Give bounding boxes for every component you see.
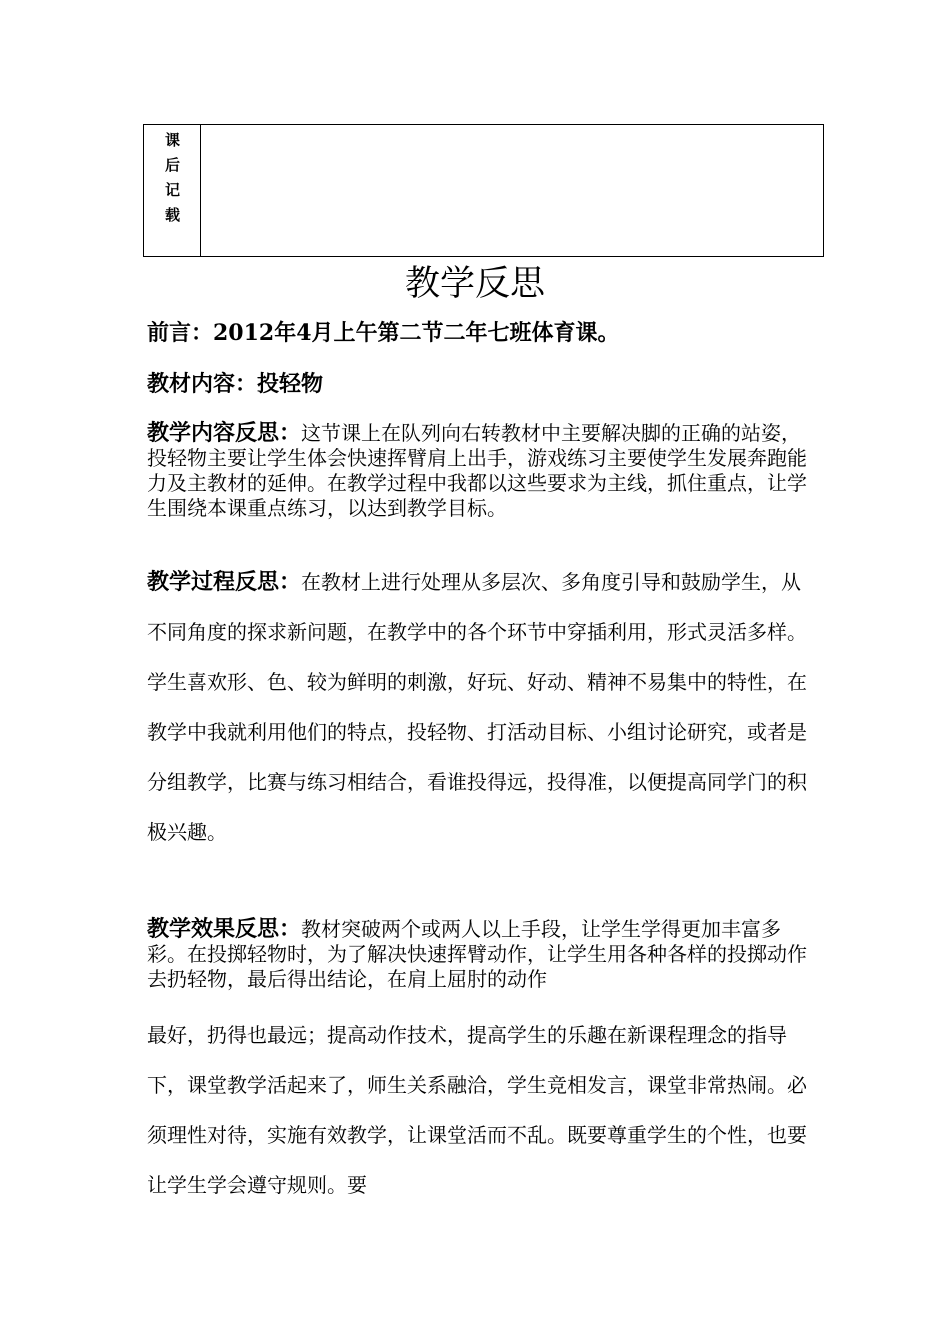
effect-reflection-text-part2: 最好，扔得也最远；提高动作技术，提高学生的乐趣在新课程理念的指导下，课堂教学活起来了，师生关系融洽，学生竞相发言，课堂非常热闹。必须理性对待，实施有效教学，让课堂活而不乱。既要尊重学生的个性，也要让学生学会遵守规则。要 [147, 1023, 807, 1197]
preface-line: 前言：2012年4月上午第二节二年七班体育课。 [147, 320, 620, 346]
record-label-char: 课 [164, 131, 180, 149]
record-content-cell [202, 125, 823, 256]
material-line: 教材内容：投轻物 [147, 371, 324, 397]
record-label-char: 载 [164, 206, 180, 224]
process-reflection-paragraph [147, 557, 812, 857]
effect-reflection-text-part1: 教材突破两个或两人以上手段，让学生学得更加丰富多彩。在投掷轻物时，为了解决快速挥臂动作，让学生用各种各样的投掷动作去扔轻物，最后得出结论，在肩上屈肘的动作 [147, 917, 807, 991]
content-reflection-paragraph [147, 421, 812, 521]
effect-reflection-paragraph-top [147, 917, 812, 992]
process-reflection-text: 在教材上进行处理从多层次、多角度引导和鼓励学生，从不同角度的探求新问题，在教学中的各个环节中穿插利用，形式灵活多样。学生喜欢形、色、较为鲜明的刺激，好玩、好动、精神不易集中的特性，在教学中我就利用他们的特点，投轻物、打活动目标、小组讨论研究，或者是分组教学，比赛与练习相结合，看谁投得远，投得准，以便提高同学门的积极兴趣。 [147, 570, 807, 844]
record-label-char: 后 [164, 156, 180, 174]
content-reflection-label: 教学内容反思： [147, 420, 302, 446]
record-label-char: 记 [164, 181, 180, 199]
page-title: 教学反思 [404, 264, 545, 304]
process-reflection-label: 教学过程反思： [147, 569, 302, 595]
effect-reflection-paragraph-bottom [147, 1010, 812, 1210]
record-label-cell [144, 125, 201, 256]
effect-reflection-label: 教学效果反思： [147, 916, 302, 942]
after-class-record-table [143, 124, 824, 257]
content-reflection-text: 这节课上在队列向右转教材中主要解决脚的正确的站姿，投轻物主要让学生体会快速挥臂肩上出手，游戏练习主要使学生发展奔跑能力及主教材的延伸。在教学过程中我都以这些要求为主线，抓住重点，让学生围绕本课重点练习，以达到教学目标。 [147, 421, 807, 520]
